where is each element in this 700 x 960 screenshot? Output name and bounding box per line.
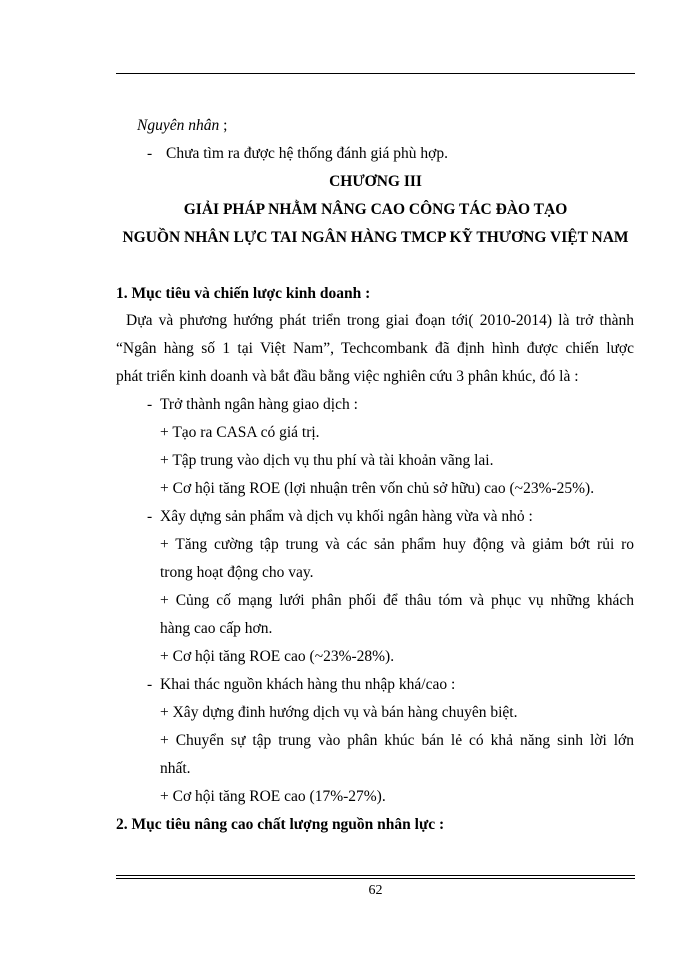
bullet-1: Trở thành ngân hàng giao dịch :: [160, 396, 358, 413]
bullet-3-item-1: + Xây dựng đinh hướng dịch vụ và bán hàng chuyên biệt.: [160, 704, 518, 721]
intro-line-2: “Ngân hàng số 1 tại Việt Nam”, Techcombank đã định hình được chiến lược: [116, 340, 634, 357]
chapter-number: CHƯƠNG III: [329, 173, 422, 190]
bullet-3-item-3: + Cơ hội tăng ROE cao (17%-27%).: [160, 788, 386, 805]
cause-suffix: ;: [219, 117, 228, 134]
intro-line-1: Dựa và phương hướng phát triển trong giai đoạn tới( 2010-2014) là trở thành: [126, 312, 634, 329]
section-2-heading: 2. Mục tiêu nâng cao chất lượng nguồn nhân lực :: [116, 816, 445, 833]
chapter-title-line-1: GIẢI PHÁP NHẰM NÂNG CAO CÔNG TÁC ĐÀO TẠO: [183, 201, 568, 218]
bullet-1-item-1: + Tạo ra CASA có giá trị.: [160, 424, 320, 441]
dash-marker: -: [147, 508, 153, 525]
bullet-2-item-3: + Cơ hội tăng ROE cao (~23%-28%).: [160, 648, 395, 665]
bullet-1-item-2: + Tập trung vào dịch vụ thu phí và tài khoản vãng lai.: [160, 452, 494, 469]
dash-marker: -: [147, 396, 153, 413]
bullet-2: Xây dựng sản phẩm và dịch vụ khối ngân hàng vừa và nhỏ :: [160, 508, 533, 525]
dash-marker: -: [147, 145, 153, 162]
bullet-3-item-2b: nhất.: [160, 760, 191, 777]
bullet-2-item-2b: hàng cao cấp hơn.: [160, 620, 273, 637]
cause-line: [137, 116, 227, 136]
footer-rule-top: [116, 875, 635, 876]
cause-label: Nguyên nhân: [137, 117, 220, 134]
footer-rule-bottom: [116, 878, 635, 879]
header-rule: [116, 73, 635, 74]
bullet-2-item-2a: + Củng cố mạng lưới phân phối để thâu tóm và phục vụ những khách: [160, 592, 634, 609]
bullet-2-item-1b: trong hoạt động cho vay.: [160, 564, 314, 581]
bullet-2-item-1a: + Tăng cường tập trung và các sản phẩm huy động và giảm bớt rủi ro: [160, 536, 634, 553]
bullet-3-item-2a: + Chuyển sự tập trung vào phân khúc bán lẻ có khả năng sinh lời lớn: [160, 732, 634, 749]
section-1-heading: 1. Mục tiêu và chiến lược kinh doanh :: [116, 285, 371, 302]
chapter-title-line-2: NGUỒN NHÂN LỰC TAI NGÂN HÀNG TMCP KỸ THƯƠNG VIỆT NAM: [122, 229, 629, 246]
bullet-1-item-3: + Cơ hội tăng ROE (lợi nhuận trên vốn chủ sở hữu) cao (~23%-25%).: [160, 480, 595, 497]
intro-line-3: phát triển kinh doanh và bắt đầu bằng việc nghiên cứu 3 phân khúc, đó là :: [116, 368, 579, 385]
bullet-3: Khai thác nguồn khách hàng thu nhập khá/cao :: [160, 676, 456, 693]
dash-marker: -: [147, 676, 153, 693]
page-number: 62: [368, 883, 383, 898]
cause-item: Chưa tìm ra được hệ thống đánh giá phù hợp.: [166, 145, 449, 162]
